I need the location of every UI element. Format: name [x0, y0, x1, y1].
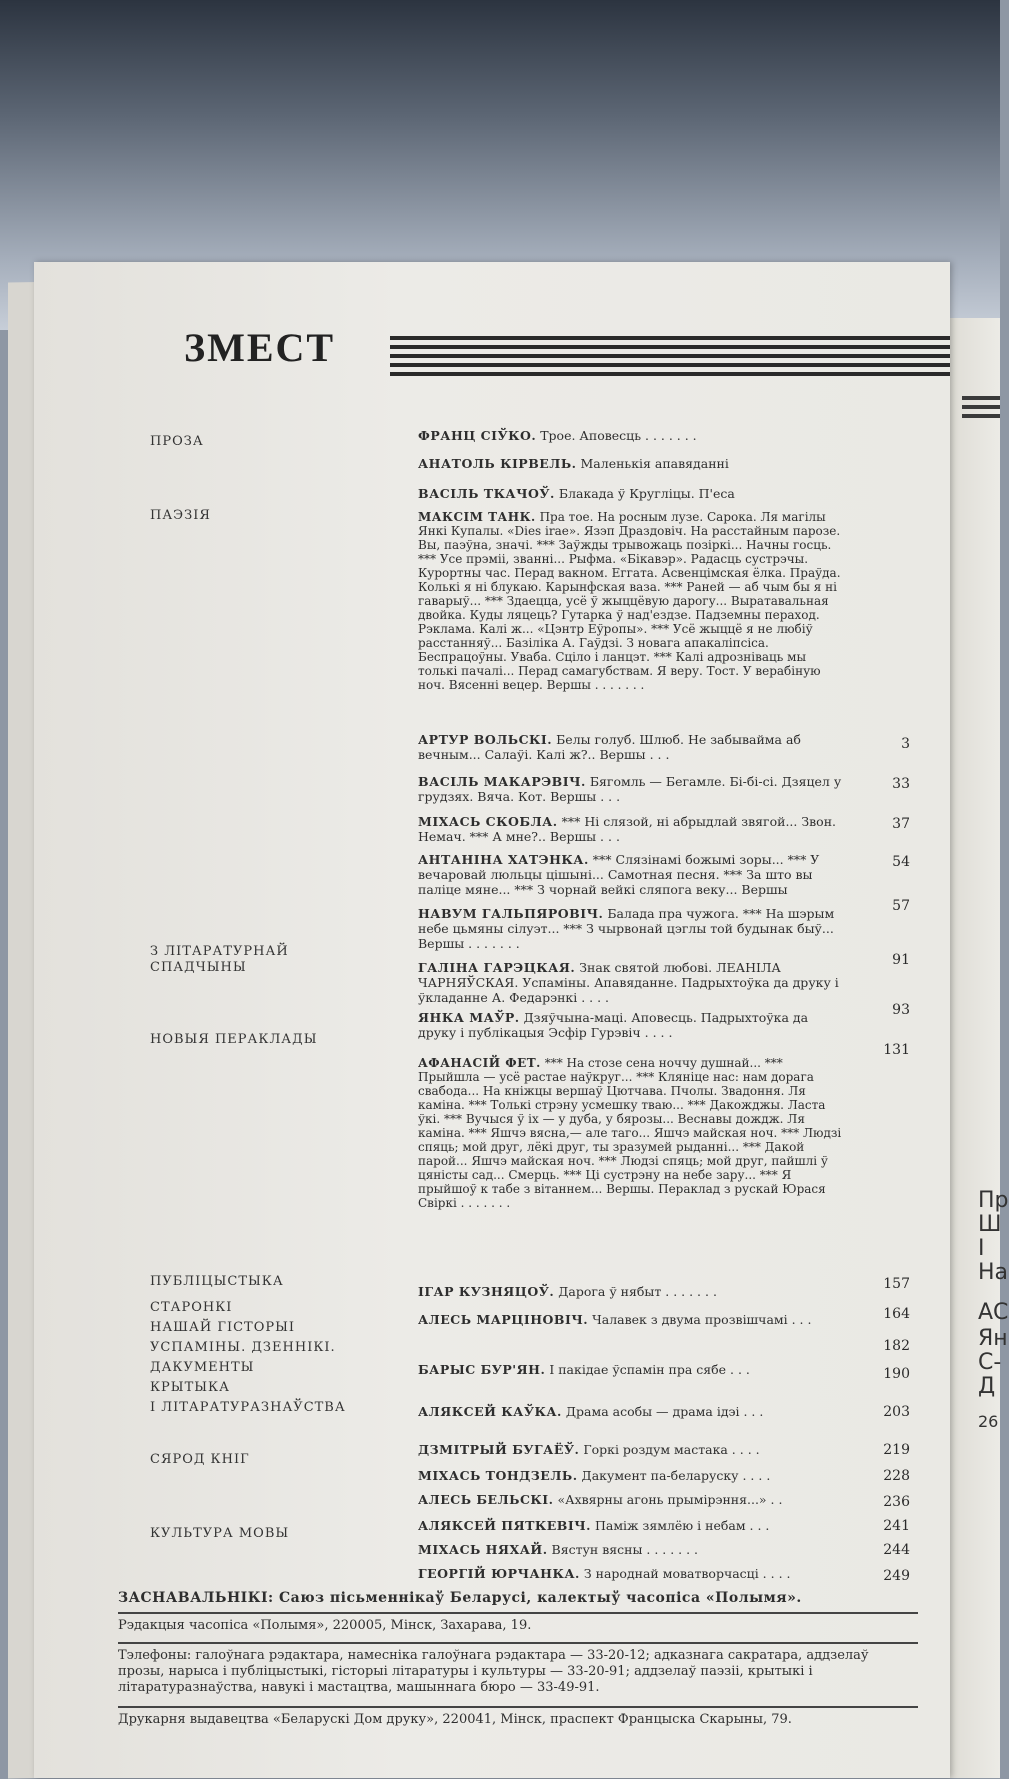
entry-title: Дзяўчына-маці. Аповесць. Падрыхтоўка да друку і публікацыя Эсфір Гурэвіч . . . . — [418, 1010, 809, 1040]
entry-title: *** Ні слязой, ні абрыдлай звягой... Звон. Немач. *** А мне?.. Вершы . . . — [418, 814, 837, 844]
entry-title: Маленькія апавяданні — [580, 456, 729, 471]
section-label: НОВЫЯ ПЕРАКЛАДЫ — [150, 1032, 318, 1047]
next-page-fragment: Д — [978, 1374, 996, 1399]
toc-entry — [418, 1362, 848, 1377]
toc-entry — [418, 774, 848, 804]
toc-entry — [418, 906, 848, 951]
section-label: ДАКУМЕНТЫ — [150, 1360, 255, 1375]
entry-title: Пра тое. На росным лузе. Сарока. Ля магілы Янкі Купалы. «Dies irae». Язэп Драздовіч. На расстайным парозе. Вы, паэўна, значі. *** Заўжды трывожаць позіркі... Начны госць. *** Усе прэміі, званні... Рыфма. «Бікавэр». Радасць сустрэчы. Курортны час. Перад вакном. Еггата. Асвенцімская ёлка. Праўда. Колькі я ні блукаю. Карынфская ваза. *** Раней — аб чым бы я ні гаварыў... *** Здаецца, усё ў жыццёвую дарогу... Выратавальная двойка. Куды ляцець? Гутарка ў над'ездзе. Падземны пераход. Рэклама. Калі ж... «Цэнтр Еўропы». *** Усё жыццё я не любіў расстанняў... Базіліка А. Гаўдзі. З новага апакаліпсіса. Беспрацоўны. Уваба. Сціло і ланцэт. *** Калі адрозніваць мы толькі пачалі... Перад самагубствам. Я веру. Тост. У верабіную ноч. Вясенні вецер. Вершы . . . . . . . — [418, 510, 841, 692]
page-number: 203 — [883, 1404, 910, 1420]
toc-entry — [418, 1566, 848, 1581]
entry-title: *** На стозе сена ноччу душнай... *** Прыйшла — усё растае наўкруг... *** Кляніце нас: нам дорага свабода... На кніжцы вершаў Цютчава. Пчолы. Звадоння. Ля каміна. *** Толькі стрэну усмешку тваю... *** Дакожджы. Ласта ўкі. *** Вучыся ў іх — у дуба, у бярозы... Веснавы дождж. Ля каміна. *** Яшчэ вясна,— але таго... Яшчэ майская ноч. *** Людзі спяць; мой друг, лёкі друг, ты зразумей рыданні... *** Дакой парой... Яшчэ майская ноч. *** Людзі спяць; мой друг, пайшлі ў цяністы сад... Смерць. *** Ці сустрэну на небе зару... *** Я прыйшоў к табе з вітаннем... Вершы. Пераклад з рускай Юрася Свіркі . . . . . . . — [418, 1056, 842, 1210]
page-number: 164 — [883, 1306, 910, 1322]
page-number: 219 — [883, 1442, 910, 1458]
page-number: 54 — [892, 854, 910, 870]
page-number: 3 — [901, 736, 910, 752]
entry-author: АФАНАСІЙ ФЕТ. — [418, 1056, 541, 1070]
divider — [118, 1612, 918, 1614]
toc-entry — [418, 456, 848, 471]
page-number: 33 — [892, 776, 910, 792]
title-stripes — [390, 336, 950, 381]
entry-title: Чалавек з двума прозвішчамі . . . — [592, 1312, 812, 1327]
toc-entry — [418, 428, 848, 443]
next-page — [948, 318, 1000, 1778]
section-label: СТАРОНКІ — [150, 1300, 233, 1315]
next-page-fragment: Пр — [978, 1188, 1009, 1213]
section-label: КУЛЬТУРА МОВЫ — [150, 1526, 290, 1541]
section-label: НАШАЙ ГІСТОРЫІ — [150, 1320, 296, 1335]
toc-entry — [418, 1404, 848, 1419]
entry-author: АНТАНІНА ХАТЭНКА. — [418, 852, 589, 867]
toc-entry — [418, 1442, 848, 1457]
section-label: УСПАМІНЫ. ДЗЕННІКІ. — [150, 1340, 336, 1355]
section-label: ПРОЗА — [150, 434, 204, 449]
toc-entry — [418, 486, 848, 501]
toc-entry — [418, 510, 848, 692]
footer-printing: Друкарня выдавецтва «Беларускі Дом друку», 220041, Мінск, праспект Францыска Скарыны, 79. — [118, 1712, 792, 1727]
entry-author: ГЕОРГІЙ ЮРЧАНКА. — [418, 1566, 580, 1581]
entry-title: «Ахвярны агонь прымірэння...» . . — [557, 1492, 783, 1507]
section-label: І ЛІТАРАТУРАЗНАЎСТВА — [150, 1400, 346, 1415]
toc-entry — [418, 814, 848, 844]
page-number: 244 — [883, 1542, 910, 1558]
next-page-fragment: Ян — [978, 1326, 1008, 1351]
section-label: ПУБЛІЦЫСТЫКА — [150, 1274, 284, 1289]
page-number: 241 — [883, 1518, 910, 1534]
page-number: 91 — [892, 952, 910, 968]
page-number: 131 — [883, 1042, 910, 1058]
entry-title: Блакада ў Кругліцы. П'еса — [558, 486, 735, 501]
next-page-fragment: 26 — [978, 1412, 999, 1431]
page-number: 57 — [892, 898, 910, 914]
toc-entry — [418, 1542, 848, 1557]
entry-title: Дакумент па-беларуску . . . . — [581, 1468, 771, 1483]
page-number: 182 — [883, 1338, 910, 1354]
entry-author: АРТУР ВОЛЬСКІ. — [418, 732, 553, 747]
section-label: КРЫТЫКА — [150, 1380, 230, 1395]
section-label: ПАЭЗІЯ — [150, 508, 211, 523]
entry-author: ДЗМІТРЫЙ БУГАЁЎ. — [418, 1442, 580, 1457]
next-page-fragment: АС — [978, 1300, 1009, 1325]
toc-entry — [418, 960, 848, 1005]
page-title: ЗМЕСТ — [184, 325, 336, 370]
entry-title: Знак святой любові. ЛЕАНІЛА ЧАРНЯЎСКАЯ. Успаміны. Апавяданне. Падрыхтоўка да друку і ўкладанне А. Федарэнкі . . . . — [418, 960, 839, 1005]
entry-author: МАКСІМ ТАНК. — [418, 510, 536, 524]
footer-phones: Тэлефоны: галоўнага рэдактара, намесніка галоўнага рэдактара — 33-20-12; адказнага сакратара, аддзелаў прозы, нарыса і публіцыстыкі, гісторыі літаратуры і культуры — 33-20-91; аддзелаў паэзіі, крытыкі і літаратуразнаўства, навукі і мастацтва, машыннага бюро — 33-49-91. — [118, 1648, 869, 1695]
toc-entry — [418, 732, 848, 762]
entry-author: АЛЕСЬ МАРЦІНОВІЧ. — [418, 1312, 589, 1327]
entry-title: Драма асобы — драма ідэі . . . — [565, 1404, 764, 1419]
entry-author: АЛЕСЬ БЕЛЬСКІ. — [418, 1492, 554, 1507]
entry-author: ІГАР КУЗНЯЦОЎ. — [418, 1284, 555, 1299]
footer-editorial: Рэдакцыя часопіса «Полымя», 220005, Мінск, Захарава, 19. — [118, 1618, 532, 1633]
entry-author: АЛЯКСЕЙ ПЯТКЕВІЧ. — [418, 1518, 591, 1533]
entry-title: Горкі роздум мастака . . . . — [583, 1442, 760, 1457]
entry-title: Бягомль — Бегамле. Бі-бі-сі. Дзяцел у грудзях. Вяча. Кот. Вершы . . . — [418, 774, 842, 804]
page-number: 249 — [883, 1568, 910, 1584]
entry-title: І пакідае ўспамін пра сябе . . . — [549, 1362, 750, 1377]
entry-author: АЛЯКСЕЙ КАЎКА. — [418, 1404, 562, 1419]
section-label: СЯРОД КНІГ — [150, 1452, 250, 1467]
entry-author: МІХАСЬ НЯХАЙ. — [418, 1542, 548, 1557]
entry-author: ФРАНЦ СІЎКО. — [418, 428, 537, 443]
entry-author: НАВУМ ГАЛЬПЯРОВІЧ. — [418, 906, 604, 921]
entry-title: Дарога ў нябыт . . . . . . . — [558, 1284, 717, 1299]
toc-entry — [418, 1468, 848, 1483]
toc-entry — [418, 1056, 848, 1210]
next-page-stripes — [962, 396, 1000, 423]
entry-author: МІХАСЬ СКОБЛА. — [418, 814, 558, 829]
toc-entry — [418, 1518, 848, 1533]
toc-entry — [418, 1284, 848, 1299]
page-number: 37 — [892, 816, 910, 832]
entry-author: ВАСІЛЬ МАКАРЭВІЧ. — [418, 774, 586, 789]
divider — [118, 1642, 918, 1644]
entry-author: ЯНКА МАЎР. — [418, 1010, 520, 1025]
page-number: 190 — [883, 1366, 910, 1382]
page-number: 228 — [883, 1468, 910, 1484]
section-label: З ЛІТАРАТУРНАЙ СПАДЧЫНЫ — [150, 944, 289, 975]
entry-title: Трое. Аповесць . . . . . . . — [540, 428, 697, 443]
entry-title: Белы голуб. Шлюб. Не забывайма аб вечным... Салаўі. Калі ж?.. Вершы . . . — [418, 732, 801, 762]
next-page-fragment: І — [978, 1236, 985, 1261]
next-page-fragment: На — [978, 1260, 1009, 1285]
entry-title: Вястун вясны . . . . . . . — [551, 1542, 699, 1557]
page-number: 93 — [892, 1002, 910, 1018]
entry-title: *** Слязінамі божымі зоры... *** У вечаровай люльцы цішыні... Самотная песня. *** За што вы паліце мяне... *** З чорнай вейкі сляпога веку... Вершы — [418, 852, 820, 897]
entry-title: Балада пра чужога. *** На шэрым небе цьмяны сілуэт... *** З чырвонай цэглы той будынак быў... Вершы . . . . . . . — [418, 906, 835, 951]
entry-author: АНАТОЛЬ КІРВЕЛЬ. — [418, 456, 577, 471]
next-page-fragment: Ш — [978, 1212, 1002, 1237]
entry-author: ВАСІЛЬ ТКАЧОЎ. — [418, 486, 555, 501]
page-number: 157 — [883, 1276, 910, 1292]
entry-title: З народнай моватворчасці . . . . — [583, 1566, 791, 1581]
entry-author: ГАЛІНА ГАРЭЦКАЯ. — [418, 960, 576, 975]
entry-title: Паміж зямлёю і небам . . . — [594, 1518, 770, 1533]
toc-entry — [418, 1492, 848, 1507]
divider — [118, 1706, 918, 1708]
entry-author: БАРЫС БУР'ЯН. — [418, 1362, 546, 1377]
toc-entry — [418, 1010, 848, 1040]
toc-entry — [418, 1312, 848, 1327]
entry-author: МІХАСЬ ТОНДЗЕЛЬ. — [418, 1468, 578, 1483]
toc-entry — [418, 852, 848, 897]
contents-page — [34, 262, 950, 1778]
next-page-fragment: С- — [978, 1350, 1002, 1375]
footer-founders: ЗАСНАВАЛЬНІКІ: Саюз пісьменнікаў Беларусі, калектыў часопіса «Полымя». — [118, 1590, 802, 1606]
page-number: 236 — [883, 1494, 910, 1510]
